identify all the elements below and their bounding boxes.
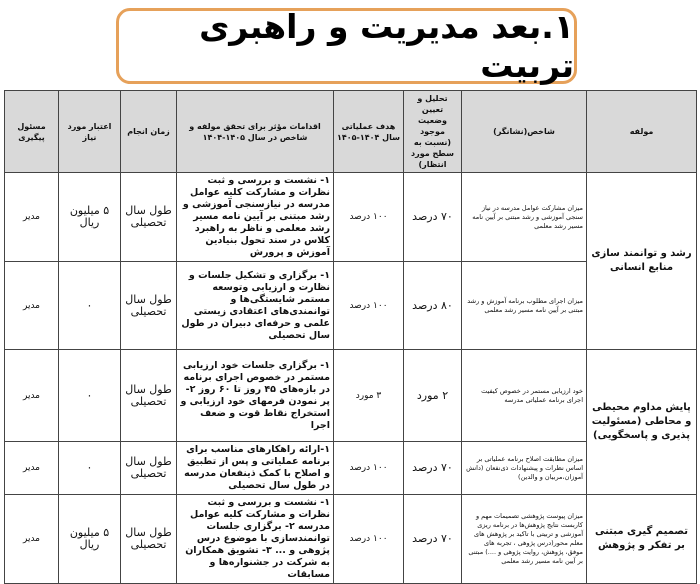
header-budget: اعتبار مورد نیاز [59,91,121,173]
table-row [5,173,697,262]
indicator-cell: میزان مطابقت اصلاح برنامه عملیاتی بر اساس نظرات و پیشنهادات ذی‌نفعان (دانش آموزان،مربیان و والدین) [462,442,587,495]
indicator-cell: میزان مشارکت عوامل مدرسه در نیاز سنجی آموزشی و رشد مبتنی بر آیین نامه مسیر رشد معلمی [462,173,587,262]
indicator-cell: خود ارزیابی مستمر در خصوص کیفیت اجرای برنامه عملیاتی مدرسه [462,350,587,442]
indicator-cell: میزان پیوست پژوهشی تصمیمات مهم و کاربست نتایج پژوهش‌ها در برنامه ریزی آموزشی و تربیتی با تاکید بر پژوهش های معلم محور(درس پژوهی ، تجربه های موفق، پژوهش، روایت پژوهی و ....) مبتنی بر آیین نامه مسیر رشد معلمی [462,495,587,584]
table-row [5,350,697,442]
owner-cell: مدیر [5,173,59,262]
owner-cell: مدیر [5,442,59,495]
table-row [5,495,697,584]
target-cell: ۱۰۰ درصد [334,495,404,584]
actions-cell: ۱- نشست و بررسی و ثبت نظرات و مشارکت کلیه عوامل مدرسه در نیازسنجی آموزشی و رشد مبتنی بر آیین نامه مسیر رشد معلمی و ناظر به راهبرد کلاس در سند تحول بنیادین آموزش و پرورش [177,173,334,262]
actions-cell: ۱- برگزاری جلسات خود ارزیابی مستمر در خصوص اجرای برنامه در بازه‌های ۴۵ روز تا ۶۰ روز ۲- پر نمودن فرمهای خود ارزیابی و استخراج نقاط قوت و ضعف اجرا [177,350,334,442]
actions-cell: ۱-ارائه راهکارهای مناسب برای برنامه عملیاتی و پس از تطبیق و اصلاح با کمک ذینفعان مدرسه در طول سال تحصیلی [177,442,334,495]
page-title: ۱.بعد مدیریت و راهبری تربیت [116,8,577,84]
time-cell: طول سال تحصیلی [121,350,177,442]
analysis-cell: ۷۰ درصد [404,495,462,584]
time-cell: طول سال تحصیلی [121,173,177,262]
actions-cell: ۱- نشست و بررسی و ثبت نظرات و مشارکت کلیه عوامل مدرسه ۲- برگزاری جلسات توانمندسازی با موضوع درس پژوهی و ... ۳- تشویق همکاران به شرکت در جشنواره‌ها و مسابقات [177,495,334,584]
target-cell: ۱۰۰ درصد [334,262,404,350]
target-cell: ۱۰۰ درصد [334,442,404,495]
analysis-cell: ۲ مورد [404,350,462,442]
budget-cell: ۰ [59,262,121,350]
header-analysis: تحلیل و تعیین وضعیت موجود (نسبت به سطح مورد انتظار) [404,91,462,173]
time-cell: طول سال تحصیلی [121,495,177,584]
title-area [0,0,700,86]
analysis-cell: ۷۰ درصد [404,173,462,262]
component-cell: تصمیم گیری مبتنی بر تفکر و پژوهش [587,495,697,584]
budget-cell: ۵ میلیون ریال [59,495,121,584]
time-cell: طول سال تحصیلی [121,262,177,350]
owner-cell: مدیر [5,495,59,584]
time-cell: طول سال تحصیلی [121,442,177,495]
header-actions: اقدامات مؤثر برای تحقق مولفه و شاخص در سال ۱۴۰۵-۱۴۰۴ [177,91,334,173]
actions-cell: ۱- برگزاری و تشکیل جلسات و نظارت و ارزیابی وتوسعه مستمر شایستگی‌ها و توانمندی‌های اعتقادی زیستی علمی و حرفه‌ای دبیران در طول سال تحصیلی [177,262,334,350]
owner-cell: مدیر [5,262,59,350]
component-cell: پایش مداوم محیطی و محاطی (مسئولیت پذیری و پاسخگویی) [587,350,697,495]
operational-plan-table [4,90,697,584]
budget-cell: ۰ [59,442,121,495]
header-indicator: شاخص(نشانگر) [462,91,587,173]
header-time: زمان انجام [121,91,177,173]
header-owner: مسئول پیگیری [5,91,59,173]
budget-cell: ۰ [59,350,121,442]
analysis-cell: ۷۰ درصد [404,442,462,495]
header-component: مولفه [587,91,697,173]
analysis-cell: ۸۰ درصد [404,262,462,350]
header-target: هدف عملیاتی سال ۱۴۰۴-۱۴۰۵ [334,91,404,173]
target-cell: ۳ مورد [334,350,404,442]
budget-cell: ۵ میلیون ریال [59,173,121,262]
owner-cell: مدیر [5,350,59,442]
component-cell: رشد و توانمند سازی منابع انسانی [587,173,697,350]
indicator-cell: میزان اجرای مطلوب برنامه آموزش و رشد مبتنی بر آیین نامه مسیر رشد معلمی [462,262,587,350]
target-cell: ۱۰۰ درصد [334,173,404,262]
table-header-row [5,91,697,173]
